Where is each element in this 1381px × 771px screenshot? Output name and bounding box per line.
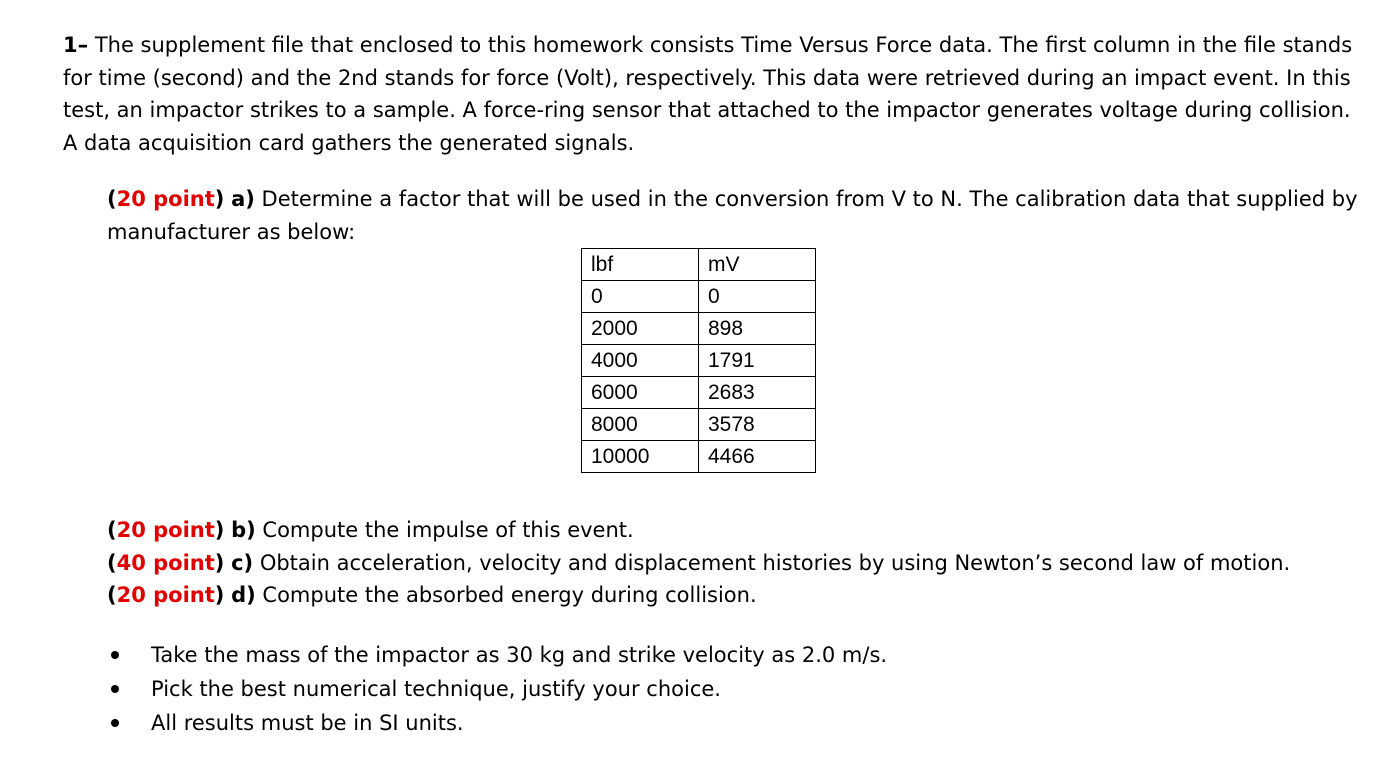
problem-number: 1– — [63, 33, 89, 57]
cell-lbf: 0 — [582, 281, 699, 313]
part-b: (20 point) b) Compute the impulse of this event. — [107, 518, 634, 542]
cell-mv: 0 — [699, 281, 816, 313]
note-text: Take the mass of the impactor as 30 kg and strike velocity as 2.0 m/s. — [151, 643, 888, 667]
list-item — [107, 706, 887, 740]
header-mv: mV — [699, 249, 816, 281]
cell-mv: 4466 — [699, 441, 816, 473]
cell-lbf: 10000 — [582, 441, 699, 473]
cell-mv: 3578 — [699, 409, 816, 441]
calibration-table — [581, 248, 816, 473]
cell-lbf: 4000 — [582, 345, 699, 377]
part-a-points: 20 point — [116, 187, 215, 211]
table-row — [582, 377, 816, 409]
part-c-points: 40 point — [116, 551, 215, 575]
part-d-text: Compute the absorbed energy during collision. — [255, 583, 757, 607]
note-text: Pick the best numerical technique, justify your choice. — [151, 677, 721, 701]
cell-mv: 2683 — [699, 377, 816, 409]
cell-mv: 898 — [699, 313, 816, 345]
part-d-letter: d) — [231, 583, 256, 607]
part-b-points: 20 point — [116, 518, 215, 542]
part-a-text: Determine a factor that will be used in the conversion from V to N. The calibration data that supplied by manufacturer as below: — [107, 187, 1358, 244]
part-a: (20 point) a) Determine a factor that will be used in the conversion from V to N. The calibration data that supplied by manufacturer as below: — [107, 187, 1358, 244]
bullet-icon — [111, 685, 119, 693]
part-d: (20 point) d) Compute the absorbed energy during collision. — [107, 583, 757, 607]
table-header-row — [582, 249, 816, 281]
part-d-points: 20 point — [116, 583, 215, 607]
table-row — [582, 345, 816, 377]
bullet-icon — [111, 719, 119, 727]
part-b-letter: b) — [231, 518, 256, 542]
part-b-text: Compute the impulse of this event. — [255, 518, 634, 542]
table-row — [582, 441, 816, 473]
table-row — [582, 281, 816, 313]
problem-intro — [63, 29, 1353, 159]
part-a-letter: a) — [231, 187, 255, 211]
table-row — [582, 313, 816, 345]
part-c-letter: c) — [231, 551, 254, 575]
part-c-text: Obtain acceleration, velocity and displacement histories by using Newton’s second law of motion. — [253, 551, 1291, 575]
notes-list — [107, 638, 887, 740]
part-c: (40 point) c) Obtain acceleration, velocity and displacement histories by using Newton’s second law of motion. — [107, 551, 1291, 575]
table-row — [582, 409, 816, 441]
cell-lbf: 2000 — [582, 313, 699, 345]
cell-lbf: 6000 — [582, 377, 699, 409]
note-text: All results must be in SI units. — [151, 711, 464, 735]
problem-intro-text: The supplement file that enclosed to this homework consists Time Versus Force data. The first column in the file stands for time (second) and the 2nd stands for force (Volt), respectively. This data were retrieved during an impact event. In this test, an impactor strikes to a sample. A force-ring sensor that attached to the impactor generates voltage during collision. A data acquisition card gathers the generated signals. — [63, 33, 1353, 155]
list-item — [107, 638, 887, 672]
cell-lbf: 8000 — [582, 409, 699, 441]
cell-mv: 1791 — [699, 345, 816, 377]
list-item — [107, 672, 887, 706]
bullet-icon — [111, 651, 119, 659]
header-lbf: lbf — [582, 249, 699, 281]
